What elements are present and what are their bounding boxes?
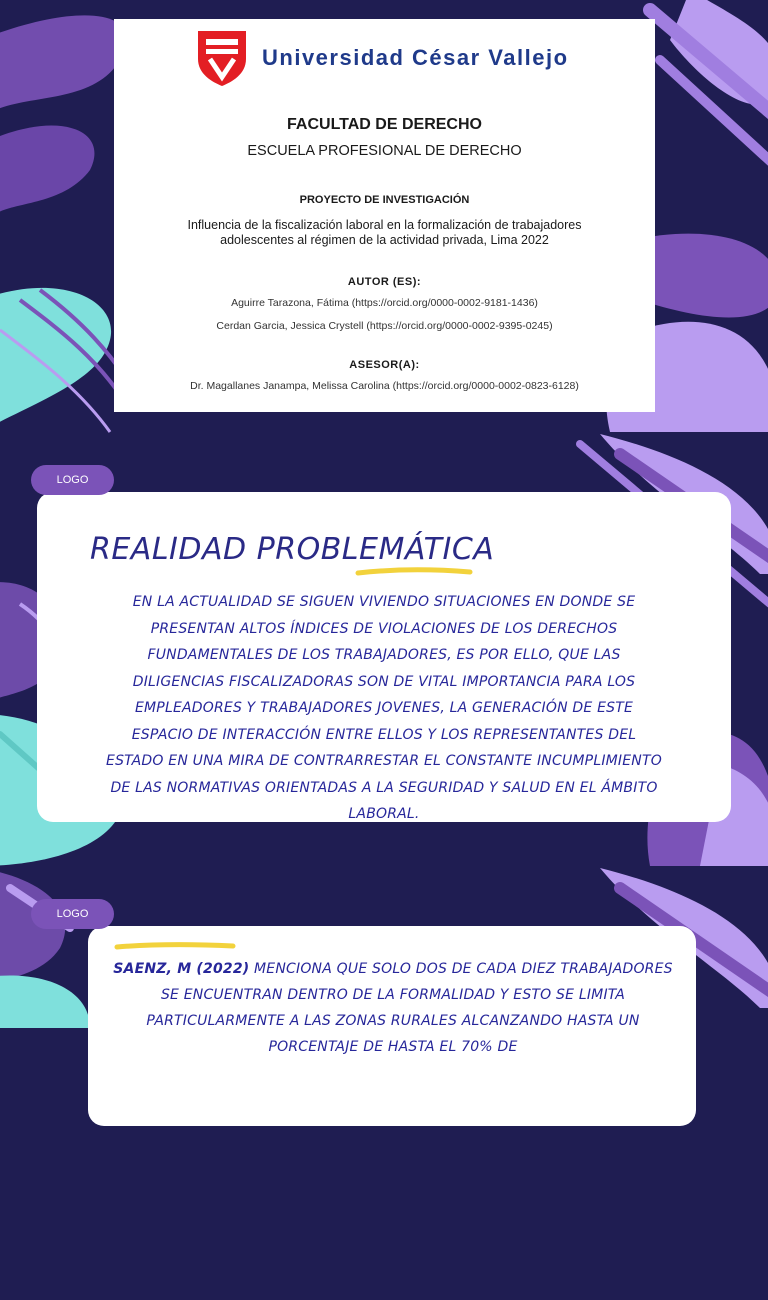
logo-placeholder: LOGO bbox=[31, 465, 114, 495]
university-shield-logo bbox=[196, 29, 248, 87]
university-brand bbox=[196, 28, 569, 88]
author-entry: Cerdan Garcia, Jessica Crystell (https://orcid.org/0000-0002-9395-0245) bbox=[216, 320, 553, 332]
cover-card bbox=[114, 19, 655, 412]
slide-problem-reality bbox=[0, 434, 768, 866]
university-name: Universidad César Vallejo bbox=[262, 45, 569, 70]
body-paragraph bbox=[110, 956, 676, 1060]
logo-placeholder: LOGO bbox=[31, 899, 114, 929]
authors-heading: AUTOR (ES): bbox=[347, 276, 422, 288]
body-text: MENCIONA QUE SOLO DOS DE CADA DIEZ TRABAJADORES SE ENCUENTRAN DENTRO DE LA FORMALIDAD Y ESTO SE LIMITA PARTICULARMENTE A LAS ZONAS RURALES ALCANZANDO HASTA UN PORCENTAJE DE HASTA EL 70% DE bbox=[146, 961, 673, 1055]
advisor-entry: Dr. Magallanes Janampa, Melissa Carolina (https://orcid.org/0000-0002-0823-6128) bbox=[190, 380, 579, 392]
body-paragraph: EN LA ACTUALIDAD SE SIGUEN VIVIENDO SITUACIONES EN DONDE SE PRESENTAN ALTOS ÍNDICES DE VIOLACIONES DE LOS DERECHOS FUNDAMENTALES DE LOS TRABAJADORES, ES POR ELLO, QUE LAS DILIGENCIAS FISCALIZADORAS SON DE VITAL IMPORTANCIA PARA LOS EMPLEADORES Y TRABAJADORES JOVENES, LA GENERACIÓN DE ESTE ESPACIO DE INTERACCIÓN ENTRE ELLOS Y LOS REPRESENTANTES DEL ESTADO EN UNA MIRA DE CONTRARRESTAR EL CONSTANTE INCUMPLIMIENTO DE LAS NORMATIVAS ORIENTADAS A LA SEGURIDAD Y SALUD EN EL ÁMBITO LABORAL. bbox=[106, 594, 662, 822]
content-card bbox=[37, 492, 731, 822]
author-entry: Aguirre Tarazona, Fátima (https://orcid.org/0000-0002-9181-1436) bbox=[231, 297, 538, 309]
school-name: ESCUELA PROFESIONAL DE DERECHO bbox=[247, 143, 522, 159]
project-title: Influencia de la fiscalización laboral en la formalización de trabajadores adolescentes al régimen de la actividad privada, Lima 2022 bbox=[187, 218, 582, 247]
faculty-name: FACULTAD DE DERECHO bbox=[287, 116, 482, 133]
highlight-underline bbox=[354, 566, 474, 578]
citation: SAENZ, M (2022) bbox=[113, 961, 250, 977]
slide-cover bbox=[0, 0, 768, 432]
highlight-underline bbox=[113, 941, 237, 951]
section-title: REALIDAD PROBLEMÁTICA bbox=[90, 532, 495, 567]
content-card bbox=[88, 926, 696, 1126]
slide-background-citation bbox=[0, 868, 768, 1055]
advisor-heading: ASESOR(A): bbox=[349, 359, 420, 371]
project-heading: PROYECTO DE INVESTIGACIÓN bbox=[299, 194, 470, 206]
